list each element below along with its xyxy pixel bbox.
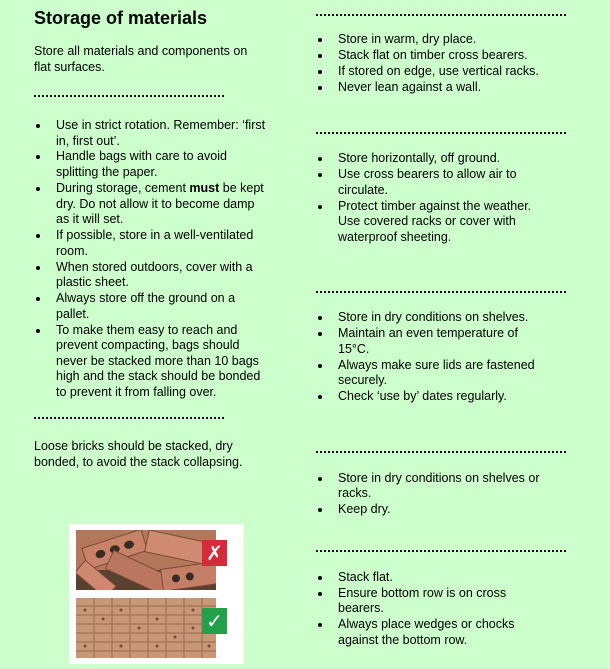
divider [316,443,566,453]
right-icon: ✓ [202,608,227,634]
list-item: Use cross bearers to allow air to circulate. [316,167,551,198]
list-item: Keep dry. [316,502,551,518]
list-item: When stored outdoors, cover with a plastic sheet. [34,260,266,291]
intro-text: Store all materials and components on flat surfaces. [34,44,248,74]
list-item: During storage, cement must be kept dry. Do not allow it to become damp as it will set. [34,181,266,228]
divider [34,87,224,97]
divider [316,6,566,16]
list-item: Use in strict rotation. Remember: ‘first in, first out’. [34,118,266,149]
list-item: Stack flat. [316,570,551,586]
list-item: Never lean against a wall. [316,80,551,96]
list-item: If stored on edge, use vertical racks. [316,64,551,80]
section-list-2 [316,151,551,245]
wrong-icon: ✗ [202,540,227,566]
section-list-3 [316,310,551,404]
list-item: Always place wedges or chocks against the bottom row. [316,617,551,648]
divider [34,409,224,419]
section-list-4 [316,471,551,518]
divider [316,124,566,134]
loose-bricks-photo [76,530,216,590]
right-column [316,0,576,649]
cement-list [34,118,266,400]
divider [316,542,566,552]
list-item: Always store off the ground on a pallet. [34,291,266,322]
bricks-text: Loose bricks should be stacked, dry bonded, to avoid the stack collapsing. [34,439,243,469]
list-item: Always make sure lids are fastened securely. [316,358,551,389]
list-item: To make them easy to reach and prevent compacting, bags should never be stacked more than 10 bags high and the stack should be bonded to prevent it from falling over. [34,323,266,401]
list-item: Protect timber against the weather. Use covered racks or cover with waterproof sheeting. [316,199,551,246]
list-item: If possible, store in a well-ventilated room. [34,228,266,259]
list-item: Store in dry conditions on shelves. [316,310,551,326]
list-item: Stack flat on timber cross bearers. [316,48,551,64]
section-list-1 [316,32,551,95]
list-item: Store in warm, dry place. [316,32,551,48]
list-item: Check ‘use by’ dates regularly. [316,389,551,405]
bricks-images [69,524,244,664]
list-item: Handle bags with care to avoid splitting the paper. [34,149,266,180]
list-item: Ensure bottom row is on cross bearers. [316,586,551,617]
list-item: Store horizontally, off ground. [316,151,551,167]
stacked-bricks-photo [76,598,216,658]
section-list-5 [316,570,551,649]
page-title: Storage of materials [34,8,208,28]
list-item: Store in dry conditions on shelves or racks. [316,471,551,502]
list-item: Maintain an even temperature of 15°C. [316,326,551,357]
left-column [34,0,274,470]
divider [316,283,566,293]
